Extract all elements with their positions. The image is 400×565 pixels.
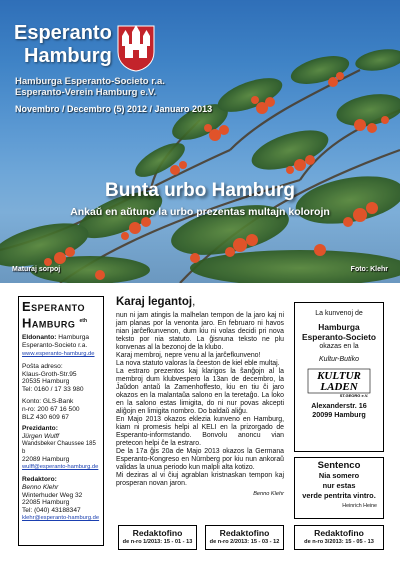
cover-subheadline: Ankaŭ en aŭtuno la urbo prezentas multajn kolorojn — [70, 206, 330, 218]
logo-text-top: KULTUR — [317, 370, 361, 382]
deadline-box — [118, 525, 197, 550]
photo-credit: Foto: Klehr — [350, 266, 388, 273]
imprint-box — [18, 296, 104, 546]
president-email-link[interactable]: wulff@esperanto-hamburg.de — [22, 464, 99, 471]
imprint-bank-number: n-ro: 200 67 16 500 — [22, 405, 80, 413]
imprint-postal-street: Klaus-Groth-Str.95 — [22, 370, 77, 378]
publisher-subtitle — [15, 76, 165, 98]
article-paragraph: La estraro prezentos kaj klarigos la ŝanĝojn al la membroj dum klubvespero la 13an de decembro, la Ĵaŭdon antaŭ la Zamenhoffesto, kiu en tiu ĉi jaro okazos en la malantaŭa salono en la teretaĝo. La loko en la salono estas limigita, do ni nur povas akcepti aliĝojn en limigita nombro. Do baldaŭ aliĝu. — [116, 368, 284, 416]
masthead-title — [14, 22, 112, 68]
publisher-subtitle-line2: Esperanto-Verein Hamburg e.V. — [15, 87, 157, 98]
masthead-title-line2: Hamburg — [24, 45, 112, 67]
venue-org-line1: Hamburga — [318, 322, 360, 332]
imprint-postal-label: Poŝta adreso: — [22, 362, 63, 370]
deadline-box — [205, 525, 284, 550]
article-paragraph: De la 17a ĝis 20a de Majo 2013 okazos la Germana Esperanto-Kongreso en Nürnberg por kiu nun ankoraŭ validas la unua periodo kun malpli alta kotizo. — [116, 448, 284, 472]
article-title-comma: , — [192, 296, 196, 308]
imprint-president-name: Jürgen Wulff — [22, 433, 60, 441]
article-title-text: Karaj legantoj — [116, 296, 193, 308]
imprint-postal-city: 20535 Hamburg — [22, 378, 70, 386]
venue-intro: La kunvenoj de — [315, 310, 363, 317]
imprint-editor-tel: Tel: (040) 43188347 — [22, 507, 81, 515]
imprint-editor-city: 22085 Hamburg — [22, 499, 70, 507]
venue-org-line2: Esperanto-Societo — [302, 332, 376, 342]
editor-email-link[interactable]: klehr@esperanto-hamburg.de — [22, 515, 100, 522]
imprint-president — [22, 425, 100, 472]
quote-line: verde pentrita vintro. — [302, 491, 376, 500]
imprint-brand-suffix: eth — [79, 318, 88, 324]
venue-occurs: okazas en la — [319, 343, 359, 350]
quote-line: Nia somero — [318, 471, 360, 480]
venue-box — [294, 302, 384, 452]
deadline-date: de n-ro 2/2013: 15 - 03 - 12 — [209, 539, 280, 545]
venue-street: Alexanderstr. 16 — [311, 401, 367, 410]
imprint-editor-name: Benno Klehr — [22, 483, 59, 491]
logo-text-bottom: LADEN — [320, 381, 358, 393]
hamburg-castle-crest-icon — [114, 22, 158, 72]
quote-author: Heinrich Heine — [342, 503, 377, 509]
imprint-postal-tel: Tel: 0160 / 17 33 980 — [22, 386, 84, 394]
imprint-postal — [22, 363, 100, 394]
imprint-editor-street: Winterhuder Weg 32 — [22, 491, 83, 499]
article-paragraph: La nova statuto valoras la ĉeeston de kiel eble multaj. — [116, 360, 280, 368]
imprint-bank — [22, 398, 100, 421]
deadline-date: de n-ro 3/2013: 15 - 05 - 13 — [304, 539, 374, 545]
photo-caption: Maturaj sorpoj — [12, 266, 61, 273]
deadline-title: Redaktofino — [132, 528, 183, 538]
imprint-publisher-label: Eldonanto: — [22, 334, 57, 342]
quote-heading: Sentenco — [317, 460, 361, 471]
venue-city: 20099 Hamburg — [312, 410, 366, 419]
article-paragraph: Mi deziras al vi ĉiuj agrablan kristnaskan tempon kaj prosperan novan jaron. — [116, 472, 284, 488]
deadline-title: Redaktofino — [219, 528, 270, 538]
article-paragraph: nun ni jam atingis la malhelan tempon de la jaro kaj ni jam planas por la venonta jaro. En februaro ni havos nian jarĉefkunvenon, dum kiu ni volas decidi pri nova teksto por nia statuto. La ĝisnuna teksto ne plu konvenas al la bezonoj de la klubo. — [116, 312, 284, 352]
article-title — [116, 296, 284, 309]
imprint-bank-blz: BLZ 430 609 67 — [22, 413, 69, 421]
venue-butiko: Kultur-Butiko — [319, 356, 359, 363]
publisher-subtitle-line1: Hamburga Esperanto-Societo r.a. — [15, 76, 165, 87]
imprint-editor-label: Redaktoro: — [22, 476, 57, 484]
quote-line: nur estas — [322, 481, 356, 490]
imprint-brand-line2-text: Hamburg — [22, 315, 76, 331]
deadline-title: Redaktofino — [314, 528, 364, 538]
editorial-article — [116, 296, 284, 498]
article-paragraph: Karaj membroj, nepre venu al la jarĉefkunveno! — [116, 352, 261, 360]
imprint-publisher — [22, 334, 100, 358]
imprint-bank-name: Konto: GLS-Bank — [22, 397, 74, 405]
article-signature: Benno Klehr — [253, 491, 284, 498]
imprint-publisher-value: Hamburga Esperanto-Societo r.a. — [22, 334, 90, 350]
imprint-brand-line2 — [22, 314, 100, 330]
logo-caption: ST.GEORG e.V. — [339, 393, 369, 398]
imprint-president-label: Prezidanto: — [22, 425, 58, 433]
imprint-president-city: 22089 Hamburg — [22, 456, 70, 464]
cover-headline: Bunta urbo Hamburg — [105, 180, 295, 201]
deadline-box — [294, 525, 384, 550]
imprint-editor — [22, 476, 100, 523]
article-paragraph: En Majo 2013 okazos eklezia kunveno en Hamburg, kiam ni promesis helpi al KELI en la prizorgado de Esperanto-informstando. Bonvolu anoncu vian pretecon helpi ĉe la estraro. — [116, 416, 284, 448]
issue-dateline: Novembro / Decembro (5) 2012 / Januaro 2013 — [15, 104, 213, 114]
imprint-president-street: Wandsbeker Chaussee 185 b — [22, 440, 96, 455]
masthead-title-line1: Esperanto — [14, 22, 112, 44]
quote-box — [294, 457, 384, 519]
deadline-date: de n-ro 1/2013: 15 - 01 - 13 — [122, 539, 193, 545]
website-link[interactable]: www.esperanto-hamburg.de — [22, 350, 95, 357]
imprint-brand-line1: Esperanto — [22, 299, 86, 314]
kultur-laden-logo-icon — [302, 366, 376, 398]
